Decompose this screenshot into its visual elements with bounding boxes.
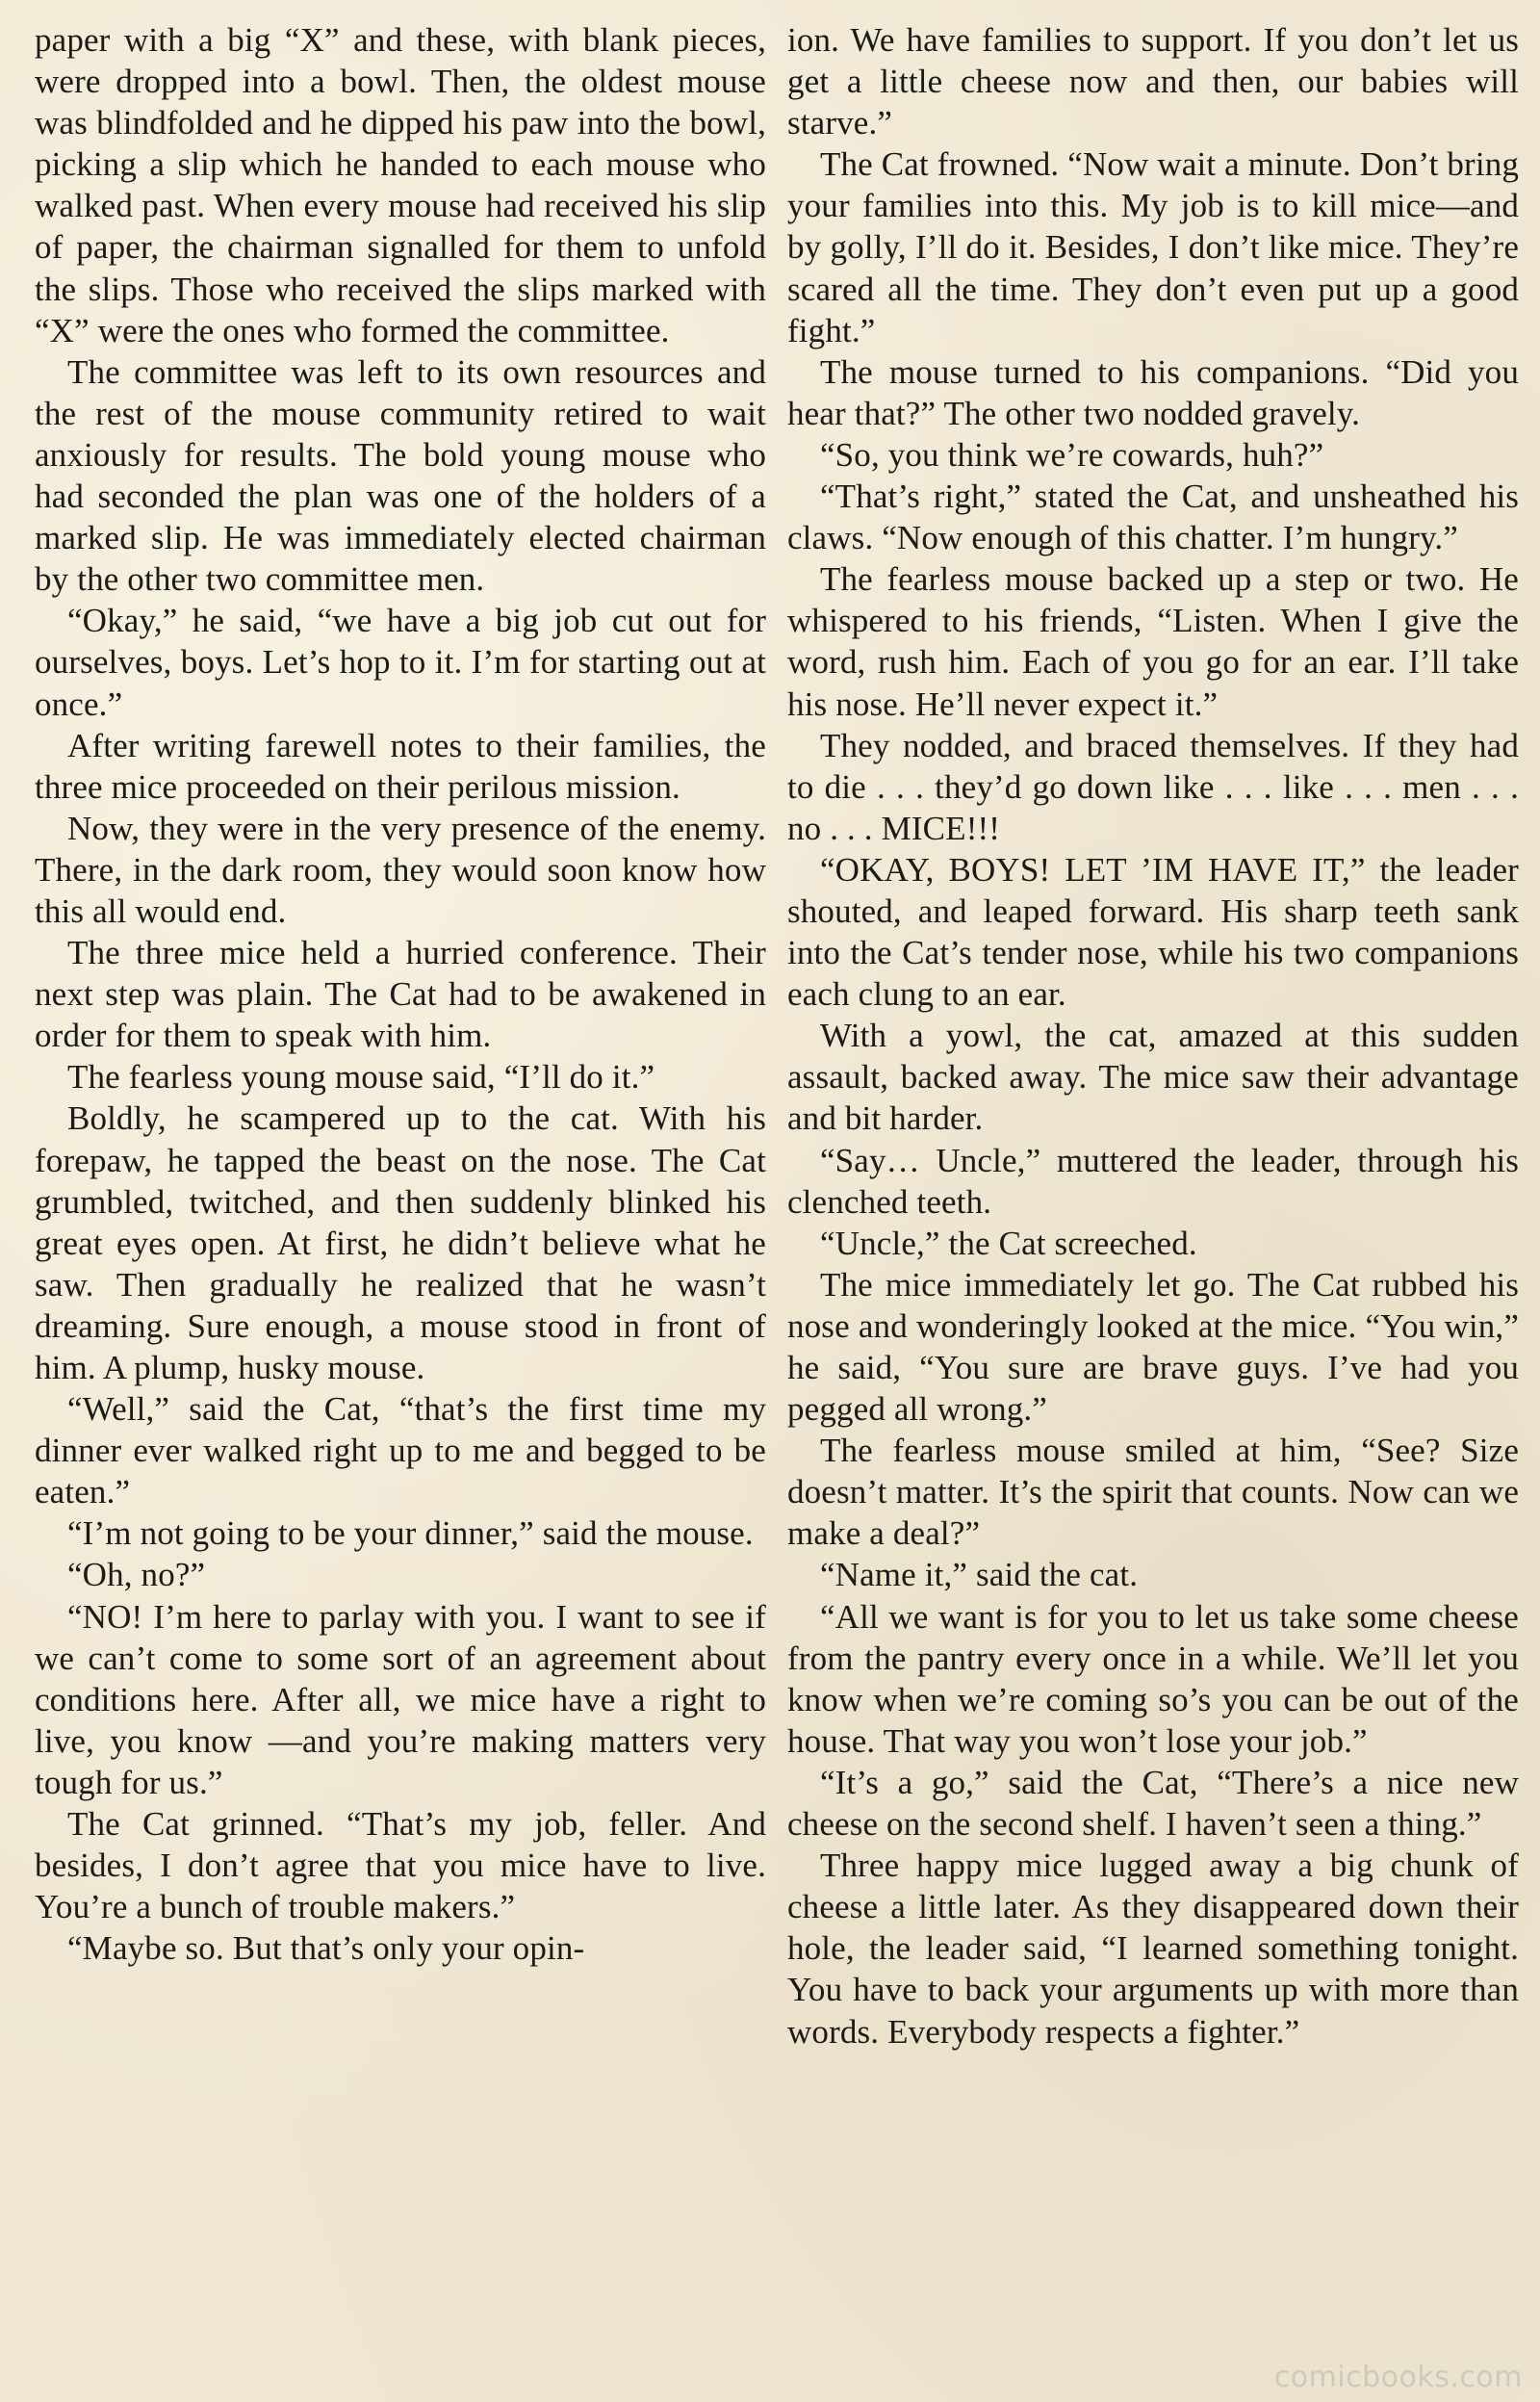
paragraph: “Maybe so. But that’s only your opin- [67, 1929, 585, 1968]
paragraph: “OKAY, BOYS! LET ’IM HAVE IT,” the leader shouted, and leaped forward. His sharp teeth sank into the Cat’s tender nose, while his two companions each clung to an ear. [787, 850, 1519, 1014]
paragraph: “All we want is for you to let us take some cheese from the pantry every once in a while. We’ll let you know when we’re coming so’s you can be out of the house. That way you won’t lose your job.” [787, 1597, 1519, 1760]
paragraph: The three mice held a hurried conference. Their next step was plain. The Cat had to be awakened in order for them to speak with him. [35, 934, 766, 1055]
paragraph: The fearless mouse backed up a step or two. He whispered to his friends, “Listen. When I give the word, rush him. Each of you go for an ear. I’ll take his nose. He’ll never expect it.” [787, 560, 1519, 723]
paragraph: “It’s a go,” said the Cat, “There’s a nice new cheese on the second shelf. I haven’t seen a thing.” [787, 1763, 1519, 1844]
paragraph: After writing farewell notes to their families, the three mice proceeded on their perilous mission. [35, 726, 766, 806]
paragraph: The Cat grinned. “That’s my job, feller. And besides, I don’t agree that you mice have to live. You’re a bunch of trouble makers.” [35, 1805, 766, 1926]
paragraph: Three happy mice lugged away a big chunk of cheese a little later. As they disappeared down their hole, the leader said, “I learned something tonight. You have to back your arguments up with more than words. Everybody respects a fighter.” [787, 1847, 1519, 2051]
paragraph: They nodded, and braced themselves. If they had to die . . . they’d go down like . . . like . . . men . . . no . . . MICE!!! [787, 726, 1519, 847]
paragraph: “Say… Uncle,” muttered the leader, through his clenched teeth. [787, 1141, 1519, 1221]
paragraph: The Cat frowned. “Now wait a minute. Don’t bring your families into this. My job is to kill mice—and by golly, I’ll do it. Besides, I don’t like mice. They’re scared all the time. They don’t even put up a good fight.” [787, 145, 1519, 349]
watermark: comicbooks.com [1273, 2361, 1523, 2394]
paragraph: The fearless young mouse said, “I’ll do it.” [67, 1058, 655, 1097]
paragraph: “Oh, no?” [67, 1556, 206, 1594]
right-column [787, 19, 1519, 2053]
paragraph: The fearless mouse smiled at him, “See? Size doesn’t matter. It’s the spirit that counts. Now can we make a deal?” [787, 1432, 1519, 1553]
paragraph: “Name it,” said the cat. [820, 1556, 1139, 1594]
paragraph: The mice immediately let go. The Cat rubbed his nose and wonderingly looked at the mice. “You win,” he said, “You sure are brave guys. I’ve had you pegged all wrong.” [787, 1265, 1519, 1429]
paragraph: paper with a big “X” and these, with blank pieces, were dropped into a bowl. Then, the oldest mouse was blindfolded and he dipped his paw into the bowl, picking a slip which he handed to each mouse who walked past. When every mouse had received his slip of paper, the chairman signalled for them to unfold the slips. Those who received the slips marked with “X” were the ones who formed the committee. [35, 21, 766, 349]
paragraph: “NO! I’m here to parlay with you. I want to see if we can’t come to some sort of an agreement about conditions here. After all, we mice have a right to live, you know —and you’re making matters very tough for us.” [35, 1597, 766, 1801]
paragraph: “That’s right,” stated the Cat, and unsheathed his claws. “Now enough of this chatter. I’m hungry.” [787, 478, 1519, 557]
paragraph: The committee was left to its own resources and the rest of the mouse community retired to wait anxiously for results. The bold young mouse who had seconded the plan was one of the holders of a marked slip. He was immediately elected chairman by the other two committee men. [35, 352, 766, 599]
paragraph: ion. We have families to support. If you don’t let us get a little cheese now and then, our babies will starve.” [787, 21, 1519, 142]
paragraph: “So, you think we’re cowards, huh?” [820, 435, 1324, 474]
paragraph: “Okay,” he said, “we have a big job cut out for ourselves, boys. Let’s hop to it. I’m for starting out at once.” [35, 602, 766, 723]
paragraph: “Uncle,” the Cat screeched. [820, 1224, 1197, 1262]
left-column [35, 19, 766, 1969]
paragraph: Now, they were in the very presence of the enemy. There, in the dark room, they would soon know how this all would end. [35, 809, 766, 930]
paragraph: “Well,” said the Cat, “that’s the first time my dinner ever walked right up to me and begged to be eaten.” [35, 1390, 766, 1511]
paragraph: The mouse turned to his companions. “Did you hear that?” The other two nodded gravely. [787, 352, 1519, 432]
paragraph: With a yowl, the cat, amazed at this sudden assault, backed away. The mice saw their advantage and bit harder. [787, 1017, 1519, 1138]
paragraph: Boldly, he scampered up to the cat. With his forepaw, he tapped the beast on the nose. The Cat grumbled, twitched, and then suddenly blinked his great eyes open. At first, he didn’t believe what he saw. Then gradually he realized that he wasn’t dreaming. Sure enough, a mouse stood in front of him. A plump, husky mouse. [35, 1099, 766, 1386]
paragraph: “I’m not going to be your dinner,” said the mouse. [67, 1514, 754, 1553]
